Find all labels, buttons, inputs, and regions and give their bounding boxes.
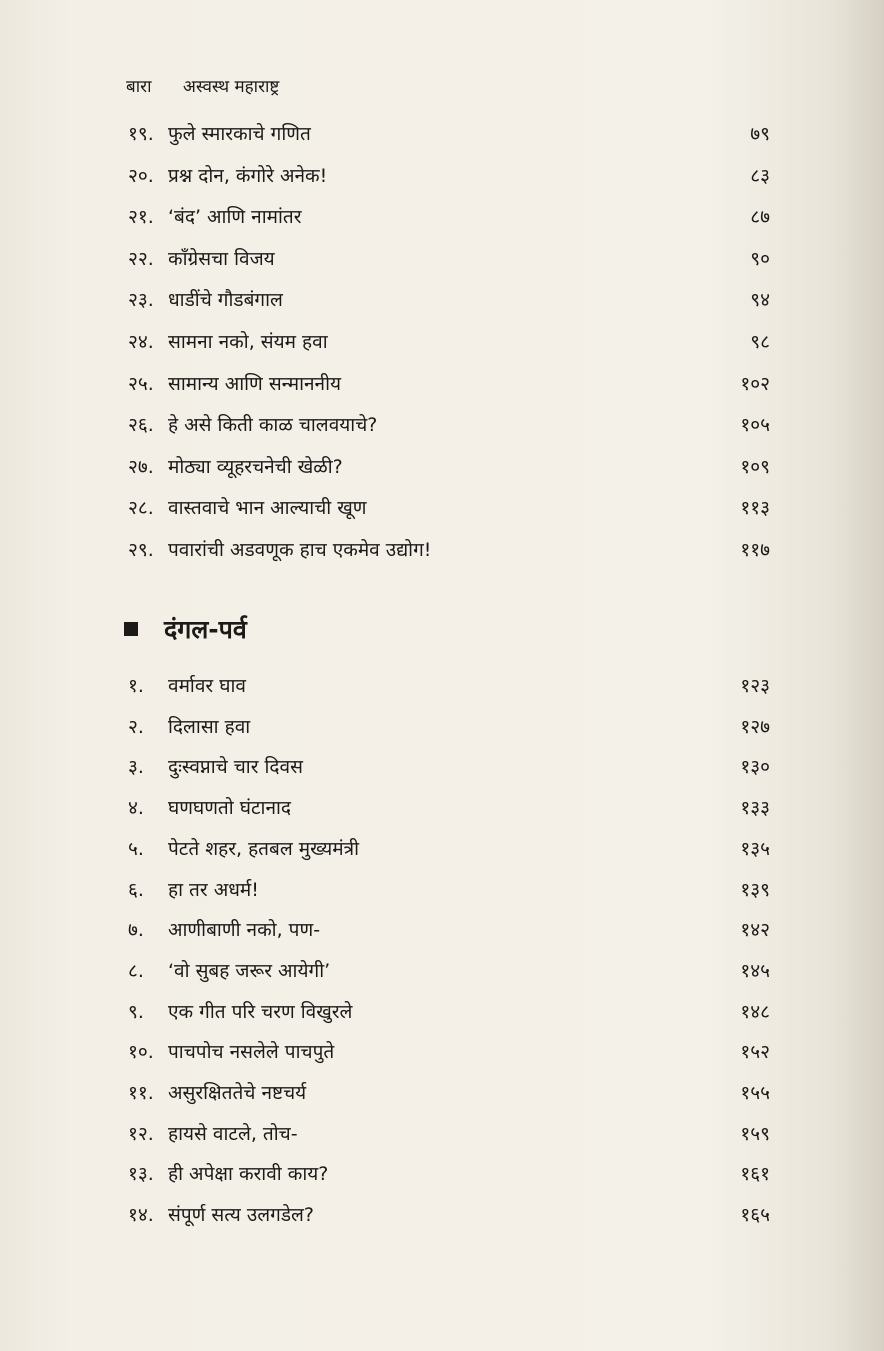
chapter-page-number: ८७ — [750, 206, 770, 229]
chapter-page-number: १०२ — [740, 372, 770, 395]
toc-entry — [128, 325, 770, 359]
chapter-page-number: ९० — [750, 247, 770, 270]
chapter-number: ११. — [128, 1082, 154, 1104]
chapter-page-number: १३३ — [740, 797, 770, 820]
chapter-number: १४. — [128, 1204, 154, 1227]
chapter-page-number: ११३ — [740, 497, 770, 520]
header-page-number: बारा — [126, 77, 152, 97]
chapter-number: २०. — [128, 164, 154, 187]
chapter-title: संपूर्ण सत्य उलगडेल? — [168, 1204, 314, 1227]
toc-entry — [128, 791, 770, 825]
toc-entry — [128, 873, 770, 907]
chapter-title: प्रश्न दोन, कंगोरे अनेक! — [168, 164, 328, 187]
chapter-title: दिलासा हवा — [168, 715, 251, 738]
chapter-page-number: १६५ — [740, 1204, 770, 1227]
chapter-number: १३. — [128, 1163, 154, 1186]
chapter-number: २२. — [128, 247, 154, 270]
chapter-number: ८. — [128, 959, 144, 982]
chapter-page-number: १३९ — [740, 878, 770, 901]
toc-entry — [128, 408, 770, 442]
toc-entry — [128, 491, 770, 525]
chapter-page-number: १५९ — [740, 1122, 770, 1145]
chapter-page-number: १६१ — [740, 1163, 770, 1186]
chapter-title: काँग्रेसचा विजय — [168, 247, 275, 270]
chapter-number: ७. — [128, 919, 144, 942]
chapter-title: मोठ्या व्यूहरचनेची खेळी? — [168, 455, 343, 478]
toc-entry — [128, 1157, 770, 1191]
header-book-title: अस्वस्थ महाराष्ट्र — [182, 77, 280, 97]
toc-entry — [128, 832, 770, 866]
chapter-page-number: १०५ — [740, 414, 770, 437]
chapter-title: असुरक्षिततेचे नष्टचर्य — [168, 1082, 307, 1104]
chapter-title: एक गीत परि चरण विखुरले — [168, 1000, 353, 1023]
toc-entry — [128, 750, 770, 784]
chapter-page-number: १३० — [740, 756, 770, 779]
chapter-number: २१. — [128, 206, 154, 229]
toc-entry — [128, 1198, 770, 1232]
chapter-page-number: १३५ — [740, 837, 770, 860]
toc-entry — [128, 533, 770, 567]
chapter-title: हा तर अधर्म! — [168, 878, 259, 901]
chapter-title: ही अपेक्षा करावी काय? — [168, 1163, 329, 1186]
chapter-title: पवारांची अडवणूक हाच एकमेव उद्योग! — [168, 539, 432, 561]
chapter-title: दुःस्वप्नाचे चार दिवस — [168, 756, 303, 779]
chapter-page-number: ७९ — [750, 123, 770, 145]
chapter-number: २५. — [128, 372, 154, 395]
toc-entry — [128, 669, 770, 703]
chapter-number: ६. — [128, 878, 144, 901]
chapter-number: २३. — [128, 289, 154, 312]
chapter-title: धाडींचे गौडबंगाल — [168, 289, 283, 312]
chapter-number: २८. — [128, 497, 154, 520]
chapter-page-number: १४५ — [740, 959, 770, 982]
toc-entry — [128, 159, 770, 193]
toc-entry — [128, 913, 770, 947]
chapter-title: पेटते शहर, हतबल मुख्यमंत्री — [168, 837, 360, 860]
chapter-page-number: १२३ — [740, 675, 770, 697]
chapter-page-number: १५५ — [740, 1082, 770, 1104]
chapter-number: १९. — [128, 123, 154, 145]
chapter-number: १२. — [128, 1122, 154, 1145]
toc-entry — [128, 995, 770, 1029]
chapter-title: वर्मावर घाव — [168, 675, 246, 697]
chapter-page-number: १५२ — [740, 1041, 770, 1064]
chapter-page-number: १४८ — [740, 1000, 770, 1023]
chapter-number: २७. — [128, 455, 154, 478]
section-title: दंगल-पर्व — [164, 615, 247, 644]
chapter-number: ४. — [128, 797, 144, 820]
chapter-title: ‘वो सुबह जरूर आयेगी’ — [168, 959, 331, 982]
toc-entry — [128, 1035, 770, 1069]
chapter-title: फुले स्मारकाचे गणित — [168, 123, 311, 145]
chapter-title: सामना नको, संयम हवा — [168, 331, 328, 353]
chapter-title: हायसे वाटले, तोच- — [168, 1122, 298, 1145]
toc-entry — [128, 200, 770, 234]
chapter-number: ९. — [128, 1000, 144, 1023]
chapter-number: १. — [128, 675, 144, 697]
chapter-page-number: १०९ — [740, 455, 770, 478]
chapter-number: ३. — [128, 756, 144, 779]
square-bullet-icon — [124, 622, 138, 636]
section-heading — [124, 612, 247, 646]
chapter-page-number: १२७ — [740, 715, 770, 738]
toc-entry — [128, 367, 770, 401]
chapter-page-number: ९४ — [750, 289, 770, 312]
chapter-number: २. — [128, 715, 144, 738]
chapter-number: २४. — [128, 331, 154, 353]
chapter-page-number: ९८ — [750, 331, 770, 353]
chapter-title: पाचपोच नसलेले पाचपुते — [168, 1041, 335, 1064]
toc-entry — [128, 450, 770, 484]
chapter-page-number: ११७ — [740, 539, 770, 561]
chapter-title: घणघणतो घंटानाद — [168, 797, 292, 820]
chapter-number: २६. — [128, 414, 154, 437]
toc-entry — [128, 1117, 770, 1151]
toc-entry — [128, 117, 770, 151]
chapter-number: १०. — [128, 1041, 154, 1064]
toc-entry — [128, 1076, 770, 1110]
toc-entry — [128, 283, 770, 317]
chapter-title: आणीबाणी नको, पण- — [168, 919, 321, 942]
toc-entry — [128, 954, 770, 988]
chapter-page-number: ८३ — [750, 164, 770, 187]
chapter-title: ‘बंद’ आणि नामांतर — [168, 206, 302, 229]
chapter-number: २९. — [128, 539, 154, 561]
toc-entry — [128, 242, 770, 276]
chapter-page-number: १४२ — [740, 919, 770, 942]
chapter-title: हे असे किती काळ चालवयाचे? — [168, 414, 378, 437]
chapter-title: वास्तवाचे भान आल्याची खूण — [168, 497, 367, 520]
toc-entry — [128, 710, 770, 744]
chapter-number: ५. — [128, 837, 144, 860]
chapter-title: सामान्य आणि सन्माननीय — [168, 372, 342, 395]
